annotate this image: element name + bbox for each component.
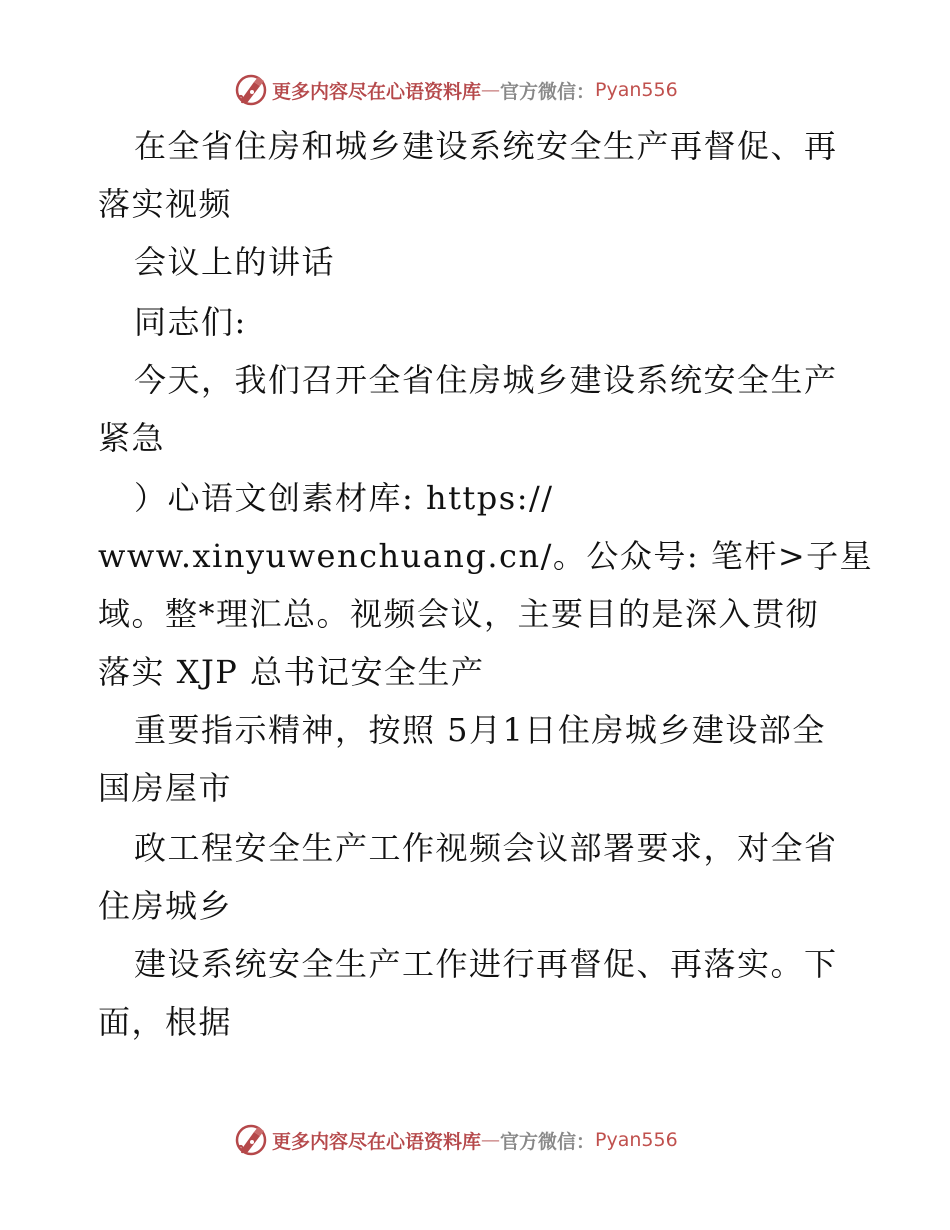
pen-nib-logo-icon	[234, 1123, 268, 1157]
watermark-site-text: 更多内容尽在心语资料库	[272, 80, 482, 103]
watermark-wechat-id: Pyan556	[595, 1129, 678, 1151]
header-watermark	[234, 72, 678, 108]
paragraph-line: www.xinyuwenchuang.cn/。公众号: 笔杆>子星	[98, 537, 874, 575]
paragraph-line: ）心语文创素材库: https://	[134, 479, 554, 517]
watermark-dash: —	[481, 79, 501, 101]
paragraph-line: 国房屋市	[98, 769, 233, 807]
paragraph-line: 重要指示精神，按照 5月1日住房城乡建设部全	[134, 711, 826, 749]
paragraph-line: 面，根据	[98, 1003, 233, 1041]
pen-nib-logo-icon	[234, 73, 268, 107]
paragraph-line: 住房城乡	[98, 887, 233, 925]
title-line-3: 会议上的讲话	[134, 243, 336, 281]
title-line-2: 落实视频	[98, 185, 233, 223]
salutation: 同志们:	[134, 303, 247, 341]
watermark-site-text: 更多内容尽在心语资料库	[272, 1130, 482, 1153]
footer-watermark	[234, 1122, 678, 1158]
watermark-label: 官方微信：	[500, 1130, 596, 1153]
title-line-1: 在全省住房和城乡建设系统安全生产再督促、再	[134, 127, 838, 165]
paragraph-line: 紧急	[98, 419, 166, 457]
paragraph-line: 建设系统安全生产工作进行再督促、再落实。下	[134, 945, 838, 983]
watermark-wechat-id: Pyan556	[595, 79, 678, 101]
paragraph-line: 域。整*理汇总。视频会议，主要目的是深入贯彻	[98, 595, 820, 633]
watermark-dash: —	[481, 1129, 501, 1151]
paragraph-line: 今天，我们召开全省住房城乡建设系统安全生产	[134, 361, 838, 399]
watermark-label: 官方微信：	[500, 80, 596, 103]
paragraph-line: 落实 XJP 总书记安全生产	[98, 653, 485, 691]
paragraph-line: 政工程安全生产工作视频会议部署要求，对全省	[134, 829, 838, 867]
